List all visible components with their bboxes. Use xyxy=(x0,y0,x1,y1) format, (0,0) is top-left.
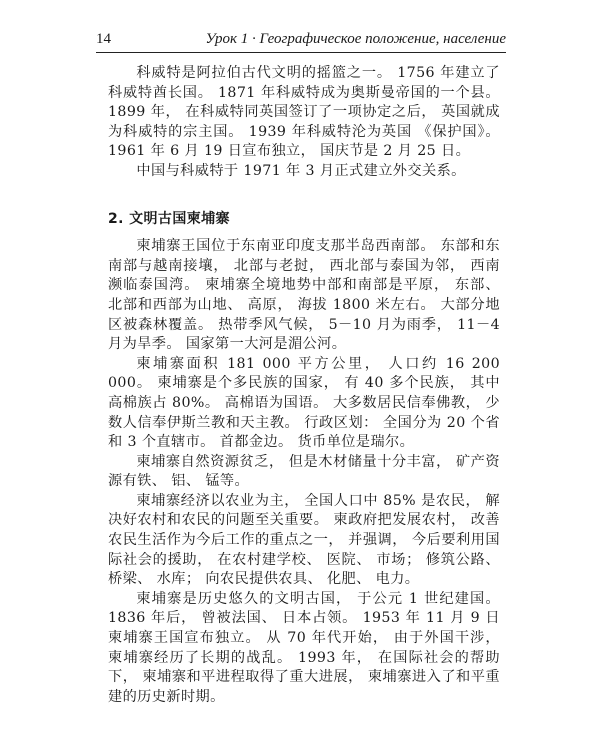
page-number: 14 xyxy=(96,31,111,47)
paragraph-kuwait-relations: 中国与科威特于 1971 年 3 月正式建立外交关系。 xyxy=(136,162,466,179)
paragraph-kuwait-history: 科威特是阿拉伯古代文明的摇篮之一。 1756 年建立了科威特酋长国。 1871 年科威特成为奥斯曼帝国的一个县。 1899 年， 在科威特同英国签订了一项协定之后， 英国就成为科威特的宗主国。 1939 年科威特沦为英国 《保护国》。 1961 年 6 月 19 日宣布独立， 国庆节是 2 月 25 日。 xyxy=(108,65,500,160)
paragraph-cambodia-resources: 柬埔寨自然资源贫乏， 但是木材储量十分丰富， 矿产资源有铁、 铝、 锰等。 xyxy=(108,453,500,490)
paragraph-cambodia-economy: 柬埔寨经济以农业为主， 全国人口中 85% 是农民， 解决好农村和农民的问题至关重要。 柬政府把发展农村， 改善农民生活作为今后工作的重点之一， 并强调， 今后要利用国际社会的援助， 在农村建学校、 医院、 市场； 修筑公路、 桥梁、 水库； 向农民提供农具、 化肥、 电力。 xyxy=(108,492,500,588)
running-title: Урок 1 · Географическое положение, население xyxy=(205,31,506,47)
paragraph-cambodia-history: 柬埔寨是历史悠久的文明古国， 于公元 1 世纪建国。 1836 年后， 曾被法国、 日本占领。 1953 年 11 月 9 日柬埔寨王国宣布独立。 从 70 年代开始， 由于外国干涉， 柬埔寨经历了长期的战乱。 1993 年， 在国际社会的帮助下， 柬埔寨和平进程取得了重大进展， 柬埔寨进入了和平重建的历史新时期。 xyxy=(108,590,500,705)
section-title: 2. 文明古国柬埔寨 xyxy=(108,210,230,227)
page-header xyxy=(96,30,506,53)
paragraph-cambodia-geography: 柬埔寨王国位于东南亚印度支那半岛西南部。 东部和东南部与越南接壤， 北部与老挝， 西北部与泰国为邻， 西南濒临泰国湾。 柬埔寨全境地势中部和南部是平原， 东部、 北部和西部为山地、 高原， 海拔 1800 米左右。 大部分地区被森林覆盖。 热带季风气候， 5－10 月为雨季， 11－4 月为旱季。 国家第一大河是湄公河。 xyxy=(108,238,500,353)
paragraph-cambodia-population: 柬埔寨面积 181 000 平方公里， 人口约 16 200 000。 柬埔寨是个多民族的国家， 有 40 多个民族， 其中高棉族占 80%。 高棉语为国语。 大多数居民信奉佛教， 少数人信奉伊斯兰教和天主教。 行政区划： 全国分为 20 个省和 3 个直辖市。 首都金边。 货币单位是瑞尔。 xyxy=(108,355,500,451)
body-text xyxy=(108,64,500,707)
